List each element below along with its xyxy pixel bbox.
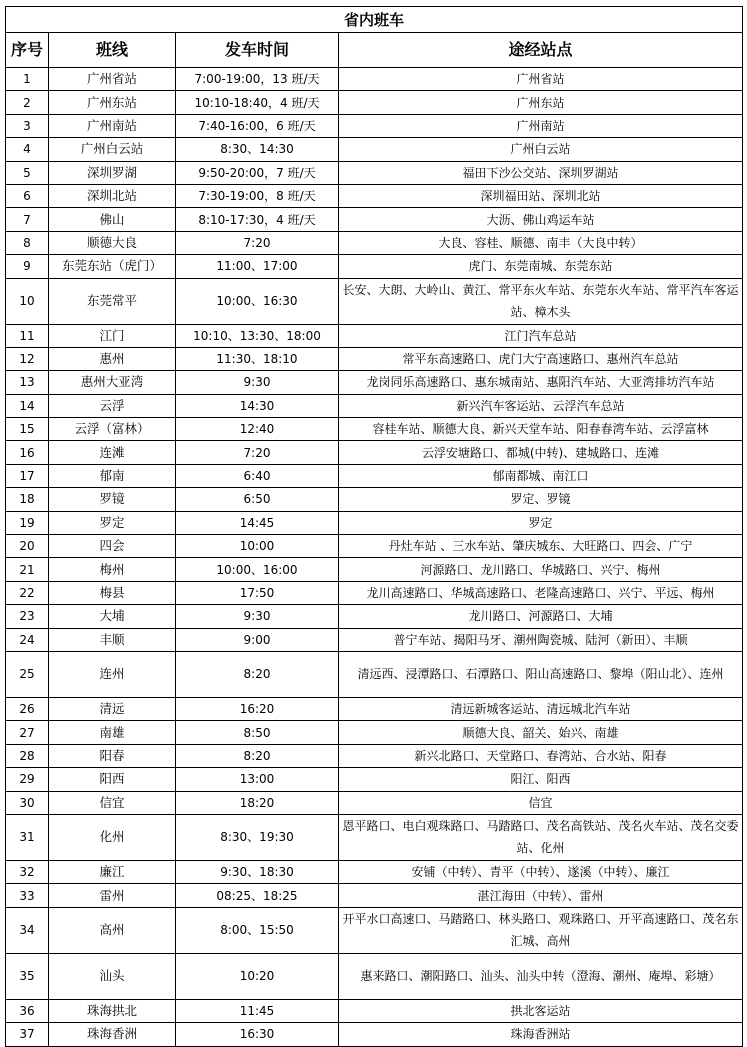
cell-stops: 丹灶车站 、三水车站、肇庆城东、大旺路口、四会、广宁 bbox=[339, 535, 743, 558]
cell-no: 6 bbox=[6, 184, 49, 207]
cell-route: 化州 bbox=[49, 814, 176, 860]
table-row bbox=[6, 418, 743, 441]
cell-no: 2 bbox=[6, 91, 49, 114]
cell-departure-time: 8:20 bbox=[176, 744, 339, 767]
cell-no: 16 bbox=[6, 441, 49, 464]
cell-departure-time: 10:10、13:30、18:00 bbox=[176, 324, 339, 347]
cell-departure-time: 08:25、18:25 bbox=[176, 884, 339, 907]
table-row bbox=[6, 651, 743, 697]
cell-route: 东莞东站（虎门） bbox=[49, 255, 176, 278]
cell-route: 南雄 bbox=[49, 721, 176, 744]
cell-departure-time: 11:45 bbox=[176, 999, 339, 1022]
cell-stops: 江门汽车总站 bbox=[339, 324, 743, 347]
cell-stops: 大沥、佛山鸡运车站 bbox=[339, 208, 743, 231]
cell-no: 24 bbox=[6, 628, 49, 651]
cell-route: 珠海香洲 bbox=[49, 1023, 176, 1046]
cell-no: 10 bbox=[6, 278, 49, 324]
header-stops: 途经站点 bbox=[339, 33, 743, 68]
cell-route: 丰顺 bbox=[49, 628, 176, 651]
cell-departure-time: 8:30、19:30 bbox=[176, 814, 339, 860]
cell-stops: 普宁车站、揭阳马牙、潮州陶瓷城、陆河（新田）、丰顺 bbox=[339, 628, 743, 651]
table-row bbox=[6, 441, 743, 464]
cell-stops: 河源路口、龙川路口、华城路口、兴宁、梅州 bbox=[339, 558, 743, 581]
table-row bbox=[6, 628, 743, 651]
table-row bbox=[6, 953, 743, 999]
cell-stops: 珠海香洲站 bbox=[339, 1023, 743, 1046]
table-title-row bbox=[6, 7, 743, 33]
cell-route: 阳西 bbox=[49, 768, 176, 791]
cell-no: 28 bbox=[6, 744, 49, 767]
cell-no: 7 bbox=[6, 208, 49, 231]
cell-stops: 郁南都城、南江口 bbox=[339, 464, 743, 487]
cell-stops: 广州东站 bbox=[339, 91, 743, 114]
table-row bbox=[6, 860, 743, 883]
cell-departure-time: 11:00、17:00 bbox=[176, 255, 339, 278]
cell-no: 27 bbox=[6, 721, 49, 744]
cell-departure-time: 14:30 bbox=[176, 394, 339, 417]
table-row bbox=[6, 535, 743, 558]
cell-departure-time: 8:30、14:30 bbox=[176, 138, 339, 161]
cell-stops: 长安、大朗、大岭山、黄江、常平东火车站、东莞东火车站、常平汽车客运站、樟木头 bbox=[339, 278, 743, 324]
cell-no: 13 bbox=[6, 371, 49, 394]
cell-route: 连滩 bbox=[49, 441, 176, 464]
cell-route: 梅州 bbox=[49, 558, 176, 581]
cell-no: 23 bbox=[6, 605, 49, 628]
cell-route: 信宜 bbox=[49, 791, 176, 814]
table-row bbox=[6, 394, 743, 417]
cell-departure-time: 8:10-17:30，4 班/天 bbox=[176, 208, 339, 231]
cell-departure-time: 14:45 bbox=[176, 511, 339, 534]
cell-route: 廉江 bbox=[49, 860, 176, 883]
cell-route: 四会 bbox=[49, 535, 176, 558]
cell-stops: 恩平路口、电白观珠路口、马踏路口、茂名高铁站、茂名火车站、茂名交委站、化州 bbox=[339, 814, 743, 860]
cell-no: 1 bbox=[6, 68, 49, 91]
table-row bbox=[6, 371, 743, 394]
cell-stops: 容桂车站、顺德大良、新兴天堂车站、阳春春湾车站、云浮富林 bbox=[339, 418, 743, 441]
cell-no: 9 bbox=[6, 255, 49, 278]
cell-route: 郁南 bbox=[49, 464, 176, 487]
cell-departure-time: 16:20 bbox=[176, 697, 339, 720]
header-time: 发车时间 bbox=[176, 33, 339, 68]
cell-stops: 清远西、浸潭路口、石潭路口、阳山高速路口、黎埠（阳山北）、连州 bbox=[339, 651, 743, 697]
table-body bbox=[6, 68, 743, 1047]
cell-no: 14 bbox=[6, 394, 49, 417]
cell-departure-time: 7:20 bbox=[176, 231, 339, 254]
cell-departure-time: 7:20 bbox=[176, 441, 339, 464]
cell-departure-time: 6:50 bbox=[176, 488, 339, 511]
cell-no: 32 bbox=[6, 860, 49, 883]
table-row bbox=[6, 324, 743, 347]
cell-departure-time: 10:20 bbox=[176, 953, 339, 999]
table-row bbox=[6, 884, 743, 907]
table-row bbox=[6, 558, 743, 581]
cell-no: 15 bbox=[6, 418, 49, 441]
cell-route: 珠海拱北 bbox=[49, 999, 176, 1022]
cell-route: 东莞常平 bbox=[49, 278, 176, 324]
cell-route: 广州省站 bbox=[49, 68, 176, 91]
cell-route: 佛山 bbox=[49, 208, 176, 231]
cell-departure-time: 9:00 bbox=[176, 628, 339, 651]
cell-no: 4 bbox=[6, 138, 49, 161]
cell-stops: 湛江海田（中转）、雷州 bbox=[339, 884, 743, 907]
cell-stops: 新兴北路口、天堂路口、春湾站、合水站、阳春 bbox=[339, 744, 743, 767]
cell-departure-time: 7:00-19:00，13 班/天 bbox=[176, 68, 339, 91]
cell-no: 35 bbox=[6, 953, 49, 999]
table-row bbox=[6, 114, 743, 137]
cell-departure-time: 8:20 bbox=[176, 651, 339, 697]
cell-departure-time: 8:50 bbox=[176, 721, 339, 744]
cell-departure-time: 17:50 bbox=[176, 581, 339, 604]
cell-stops: 广州南站 bbox=[339, 114, 743, 137]
cell-no: 12 bbox=[6, 347, 49, 370]
cell-no: 17 bbox=[6, 464, 49, 487]
cell-stops: 开平水口高速口、马踏路口、林头路口、观珠路口、开平高速路口、茂名东汇城、高州 bbox=[339, 907, 743, 953]
table-row bbox=[6, 907, 743, 953]
table-row bbox=[6, 581, 743, 604]
cell-route: 雷州 bbox=[49, 884, 176, 907]
table-row bbox=[6, 697, 743, 720]
cell-no: 20 bbox=[6, 535, 49, 558]
cell-stops: 福田下沙公交站、深圳罗湖站 bbox=[339, 161, 743, 184]
table-row bbox=[6, 184, 743, 207]
cell-stops: 信宜 bbox=[339, 791, 743, 814]
cell-no: 30 bbox=[6, 791, 49, 814]
cell-departure-time: 9:30 bbox=[176, 371, 339, 394]
cell-stops: 阳江、阳西 bbox=[339, 768, 743, 791]
cell-stops: 拱北客运站 bbox=[339, 999, 743, 1022]
table-row bbox=[6, 791, 743, 814]
table-row bbox=[6, 91, 743, 114]
cell-no: 26 bbox=[6, 697, 49, 720]
table-row bbox=[6, 605, 743, 628]
cell-no: 33 bbox=[6, 884, 49, 907]
table-title: 省内班车 bbox=[6, 7, 743, 33]
table-row bbox=[6, 161, 743, 184]
cell-stops: 罗定 bbox=[339, 511, 743, 534]
table-row bbox=[6, 721, 743, 744]
cell-stops: 大良、容桂、顺德、南丰（大良中转） bbox=[339, 231, 743, 254]
cell-route: 惠州 bbox=[49, 347, 176, 370]
cell-route: 惠州大亚湾 bbox=[49, 371, 176, 394]
table-row bbox=[6, 208, 743, 231]
cell-stops: 广州白云站 bbox=[339, 138, 743, 161]
cell-stops: 顺德大良、韶关、始兴、南雄 bbox=[339, 721, 743, 744]
table-row bbox=[6, 1023, 743, 1046]
cell-route: 阳春 bbox=[49, 744, 176, 767]
table-row bbox=[6, 464, 743, 487]
cell-departure-time: 7:30-19:00，8 班/天 bbox=[176, 184, 339, 207]
cell-stops: 安铺（中转）、青平（中转）、遂溪（中转）、廉江 bbox=[339, 860, 743, 883]
cell-route: 梅县 bbox=[49, 581, 176, 604]
table-row bbox=[6, 138, 743, 161]
cell-stops: 惠来路口、潮阳路口、汕头、汕头中转（澄海、潮州、庵埠、彩塘） bbox=[339, 953, 743, 999]
cell-route: 高州 bbox=[49, 907, 176, 953]
cell-no: 21 bbox=[6, 558, 49, 581]
cell-departure-time: 16:30 bbox=[176, 1023, 339, 1046]
cell-route: 广州南站 bbox=[49, 114, 176, 137]
cell-stops: 清远新城客运站、清远城北汽车站 bbox=[339, 697, 743, 720]
cell-route: 江门 bbox=[49, 324, 176, 347]
cell-route: 连州 bbox=[49, 651, 176, 697]
table-row bbox=[6, 255, 743, 278]
cell-departure-time: 11:30、18:10 bbox=[176, 347, 339, 370]
table-row bbox=[6, 278, 743, 324]
table-row bbox=[6, 814, 743, 860]
cell-no: 3 bbox=[6, 114, 49, 137]
cell-departure-time: 6:40 bbox=[176, 464, 339, 487]
cell-departure-time: 18:20 bbox=[176, 791, 339, 814]
cell-route: 深圳北站 bbox=[49, 184, 176, 207]
bus-schedule-table bbox=[5, 6, 743, 1047]
cell-stops: 龙川高速路口、华城高速路口、老隆高速路口、兴宁、平远、梅州 bbox=[339, 581, 743, 604]
cell-route: 顺德大良 bbox=[49, 231, 176, 254]
table-header-row bbox=[6, 33, 743, 68]
cell-no: 29 bbox=[6, 768, 49, 791]
cell-departure-time: 8:00、15:50 bbox=[176, 907, 339, 953]
cell-route: 云浮（富林） bbox=[49, 418, 176, 441]
cell-departure-time: 9:30 bbox=[176, 605, 339, 628]
cell-route: 罗定 bbox=[49, 511, 176, 534]
cell-stops: 新兴汽车客运站、云浮汽车总站 bbox=[339, 394, 743, 417]
cell-stops: 云浮安塘路口、都城(中转)、建城路口、连滩 bbox=[339, 441, 743, 464]
cell-departure-time: 7:40-16:00，6 班/天 bbox=[176, 114, 339, 137]
cell-no: 18 bbox=[6, 488, 49, 511]
cell-no: 11 bbox=[6, 324, 49, 347]
cell-stops: 龙川路口、河源路口、大埔 bbox=[339, 605, 743, 628]
table-row bbox=[6, 68, 743, 91]
cell-departure-time: 9:50-20:00，7 班/天 bbox=[176, 161, 339, 184]
cell-departure-time: 10:00 bbox=[176, 535, 339, 558]
table-row bbox=[6, 999, 743, 1022]
cell-route: 大埔 bbox=[49, 605, 176, 628]
cell-no: 8 bbox=[6, 231, 49, 254]
cell-route: 云浮 bbox=[49, 394, 176, 417]
cell-no: 34 bbox=[6, 907, 49, 953]
cell-route: 广州东站 bbox=[49, 91, 176, 114]
cell-stops: 深圳福田站、深圳北站 bbox=[339, 184, 743, 207]
cell-stops: 广州省站 bbox=[339, 68, 743, 91]
cell-departure-time: 10:00、16:00 bbox=[176, 558, 339, 581]
header-route: 班线 bbox=[49, 33, 176, 68]
cell-no: 5 bbox=[6, 161, 49, 184]
cell-no: 36 bbox=[6, 999, 49, 1022]
cell-departure-time: 10:10-18:40，4 班/天 bbox=[176, 91, 339, 114]
cell-stops: 虎门、东莞南城、东莞东站 bbox=[339, 255, 743, 278]
table-row bbox=[6, 231, 743, 254]
table-row bbox=[6, 347, 743, 370]
cell-route: 深圳罗湖 bbox=[49, 161, 176, 184]
table-row bbox=[6, 488, 743, 511]
cell-no: 19 bbox=[6, 511, 49, 534]
cell-no: 31 bbox=[6, 814, 49, 860]
cell-no: 22 bbox=[6, 581, 49, 604]
cell-no: 37 bbox=[6, 1023, 49, 1046]
cell-stops: 龙岗同乐高速路口、惠东城南站、惠阳汽车站、大亚湾排坊汽车站 bbox=[339, 371, 743, 394]
cell-departure-time: 10:00、16:30 bbox=[176, 278, 339, 324]
cell-route: 罗镜 bbox=[49, 488, 176, 511]
table-row bbox=[6, 511, 743, 534]
cell-stops: 罗定、罗镜 bbox=[339, 488, 743, 511]
cell-route: 清远 bbox=[49, 697, 176, 720]
cell-route: 广州白云站 bbox=[49, 138, 176, 161]
cell-no: 25 bbox=[6, 651, 49, 697]
table-row bbox=[6, 744, 743, 767]
cell-departure-time: 13:00 bbox=[176, 768, 339, 791]
header-no: 序号 bbox=[6, 33, 49, 68]
cell-departure-time: 9:30、18:30 bbox=[176, 860, 339, 883]
table-row bbox=[6, 768, 743, 791]
cell-departure-time: 12:40 bbox=[176, 418, 339, 441]
cell-stops: 常平东高速路口、虎门大宁高速路口、惠州汽车总站 bbox=[339, 347, 743, 370]
cell-route: 汕头 bbox=[49, 953, 176, 999]
